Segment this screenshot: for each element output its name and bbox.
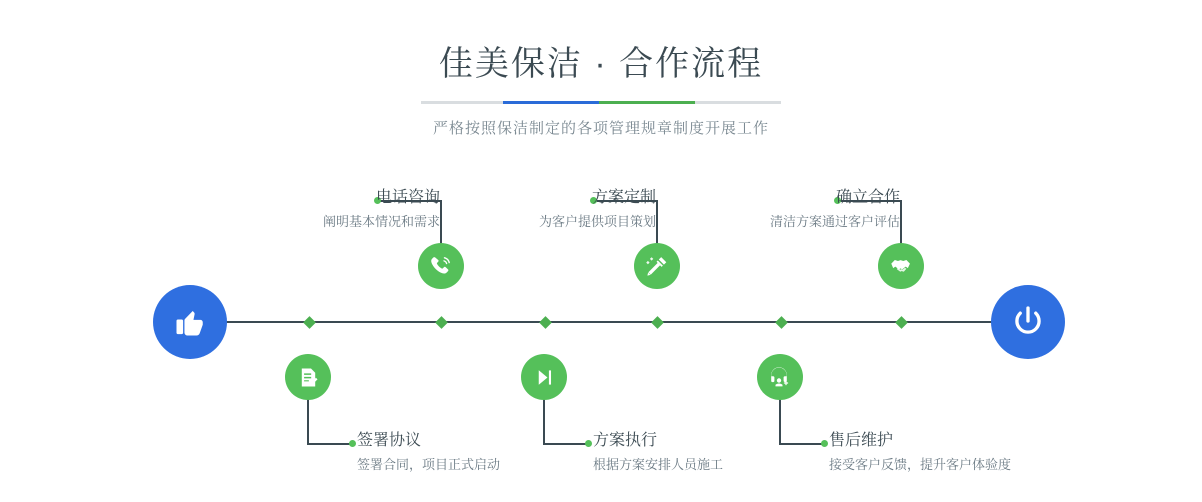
step-6-connector-horizontal (779, 443, 825, 445)
step-1-desc: 阐明基本情况和需求 (322, 214, 440, 229)
page-subtitle: 严格按照保洁制定的各项管理规章制度开展工作 (432, 120, 769, 137)
axis-marker (775, 316, 788, 329)
step-5-node[interactable] (878, 243, 924, 289)
step-6-connector-dot (821, 440, 828, 447)
page-title: 佳美保洁 · 合作流程 (438, 45, 764, 83)
step-1-title: 电话咨询 (375, 189, 440, 206)
step-4-desc: 根据方案安排人员施工 (593, 457, 724, 472)
step-1-node[interactable] (418, 243, 464, 289)
headset-support-icon (768, 365, 792, 389)
handshake-icon (889, 254, 914, 279)
axis-marker (435, 316, 448, 329)
step-2-connector-horizontal (307, 443, 353, 445)
step-3-label (466, 188, 656, 231)
step-5-title: 确立合作 (835, 189, 900, 206)
pencil-ruler-icon (645, 254, 669, 278)
step-6-title: 售后维护 (829, 432, 894, 449)
header (0, 0, 1202, 138)
step-4-label (593, 431, 723, 474)
divider-blue-segment (503, 101, 599, 104)
power-icon (1009, 303, 1047, 341)
axis-marker (895, 316, 908, 329)
divider-green-segment (599, 101, 695, 104)
step-2-connector-vertical (307, 398, 309, 444)
title-divider (421, 101, 781, 104)
step-4-node[interactable] (521, 354, 567, 400)
step-3-connector-vertical (656, 200, 658, 245)
step-6-desc: 接受客户反馈，提升客户体验度 (829, 457, 1012, 472)
step-3-title: 方案定制 (591, 189, 656, 206)
step-6-connector-vertical (779, 398, 781, 444)
axis-marker (539, 316, 552, 329)
step-4-title: 方案执行 (593, 432, 658, 449)
step-6-node[interactable] (757, 354, 803, 400)
step-2-connector-dot (349, 440, 356, 447)
thumbs-up-icon (172, 304, 208, 340)
step-3-desc: 为客户提供项目策划 (538, 214, 656, 229)
timeline-start-endpoint (153, 285, 227, 359)
step-5-label (710, 188, 900, 231)
step-5-connector-vertical (900, 200, 902, 245)
phone-call-icon (429, 254, 453, 278)
play-forward-icon (533, 366, 556, 389)
step-1-label (250, 188, 440, 231)
axis-marker (303, 316, 316, 329)
step-4-connector-dot (585, 440, 592, 447)
step-4-connector-horizontal (543, 443, 589, 445)
step-2-label (357, 431, 500, 474)
document-edit-icon (297, 366, 320, 389)
step-2-desc: 签署合同，项目正式启动 (357, 457, 501, 472)
step-1-connector-vertical (440, 200, 442, 245)
step-3-node[interactable] (634, 243, 680, 289)
step-6-label (829, 431, 1011, 474)
step-2-title: 签署协议 (357, 432, 422, 449)
step-4-connector-vertical (543, 398, 545, 444)
step-5-desc: 清洁方案通过客户评估 (769, 214, 900, 229)
step-2-node[interactable] (285, 354, 331, 400)
timeline-end-endpoint (991, 285, 1065, 359)
axis-marker (651, 316, 664, 329)
